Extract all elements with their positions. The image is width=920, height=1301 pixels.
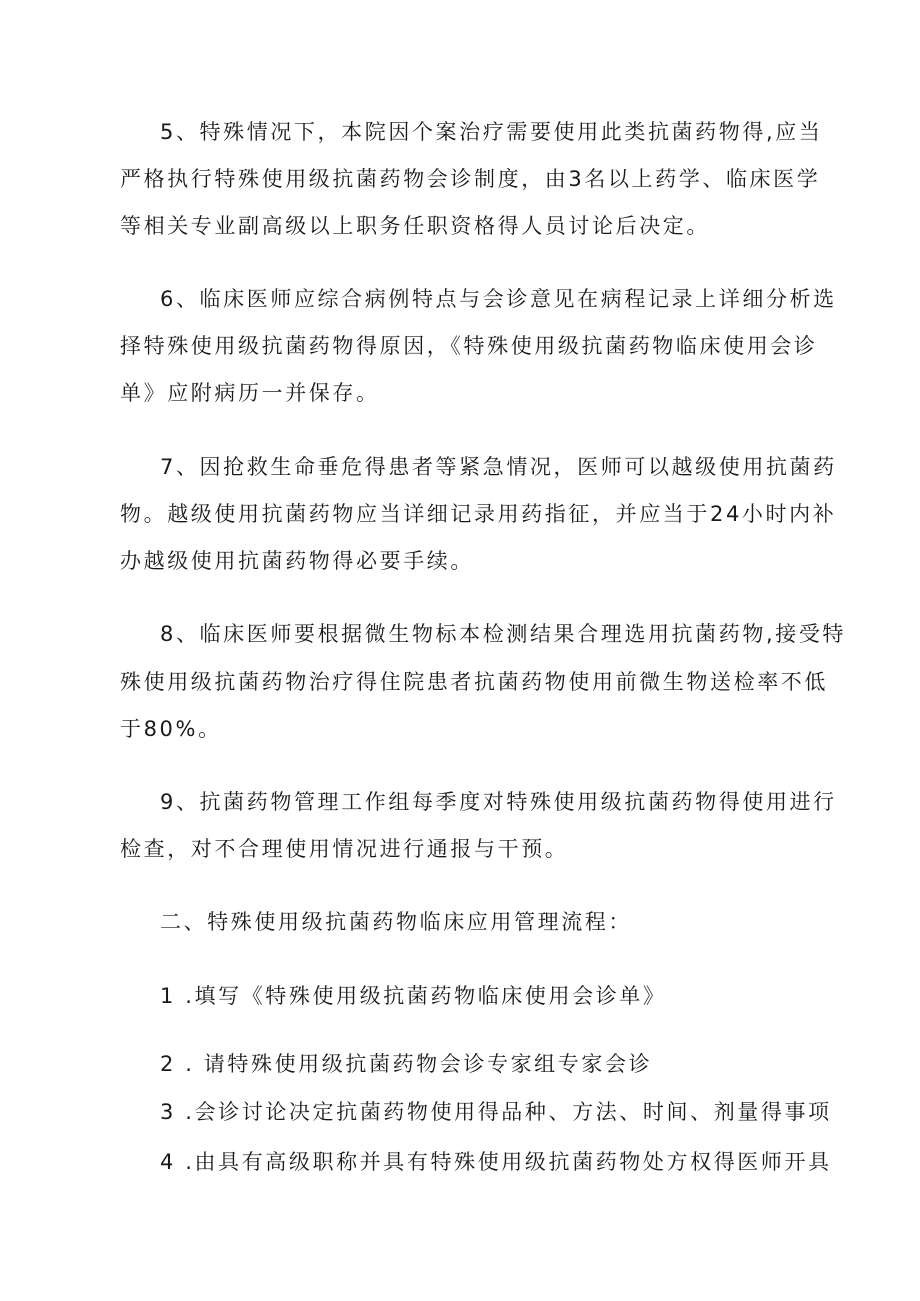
item-9-line-1: 9、抗菌药物管理工作组每季度对特殊使用级抗菌药物得使用进行 [160, 790, 837, 814]
step-1-line: 1 .填写《特殊使用级抗菌药物临床使用会诊单》 [160, 984, 667, 1008]
item-7-line-3: 办越级使用抗菌药物得必要手续。 [120, 549, 474, 573]
item-6-line-1: 6、临床医师应综合病例特点与会诊意见在病程记录上详细分析选 [160, 287, 837, 311]
item-8-line-2: 殊使用级抗菌药物治疗得住院患者抗菌药物使用前微生物送检率不低 [120, 670, 828, 694]
item-7-line-2: 物。越级使用抗菌药物应当详细记录用药指征，并应当于24小时内补 [120, 502, 837, 526]
section-heading: 二、特殊使用级抗菌药物临床应用管理流程： [160, 910, 632, 934]
step-2-line: 2 . 请特殊使用级抗菌药物会诊专家组专家会诊 [160, 1052, 653, 1076]
item-5-line-2: 严格执行特殊使用级抗菌药物会诊制度，由3名以上药学、临床医学 [120, 167, 821, 191]
item-5-line-3: 等相关专业副高级以上职务任职资格得人员讨论后决定。 [120, 214, 710, 238]
item-8-line-1: 8、临床医师要根据微生物标本检测结果合理选用抗菌药物,接受特 [160, 622, 847, 646]
item-6-line-2: 择特殊使用级抗菌药物得原因，《特殊使用级抗菌药物临床使用会诊 [120, 334, 818, 358]
item-9-line-2: 检查，对不合理使用情况进行通报与干预。 [120, 837, 569, 861]
item-5-line-1: 5、特殊情况下，本院因个案治疗需要使用此类抗菌药物得,应当 [160, 120, 823, 144]
step-4-line: 4 .由具有高级职称并具有特殊使用级抗菌药物处方权得医师开具 [160, 1150, 832, 1174]
item-7-line-1: 7、因抢救生命垂危得患者等紧急情况，医师可以越级使用抗菌药 [160, 455, 837, 479]
item-6-line-3: 单》应附病历一并保存。 [120, 381, 380, 405]
step-3-line: 3 .会诊讨论决定抗菌药物使用得品种、方法、时间、剂量得事项 [160, 1100, 832, 1124]
item-8-line-3: 于80%。 [120, 717, 222, 741]
